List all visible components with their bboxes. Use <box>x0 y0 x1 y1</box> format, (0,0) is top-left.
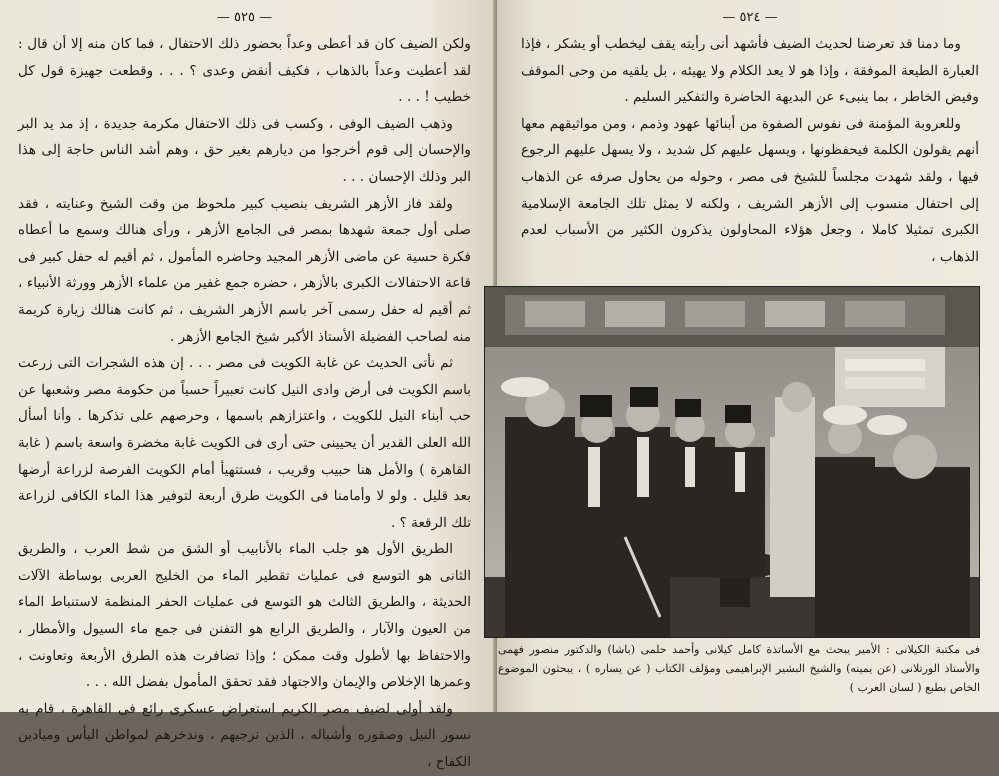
paragraph: ولكن الضيف كان قد أعطى وعداً بحضور ذلك الاحتفال ، فما كان منه إلا أن قال : لقد أعطيت وعداً بالذهاب ، فكيف أنقض وعدى ؟ . . . وقطعت جهيزة قول كل خطيب ! . . . <box>18 36 471 106</box>
paragraph: وذهب الضيف الوفى ، وكسب فى ذلك الاحتفال مكرمة جديدة ، إذ مد يد البر والإحسان إلى قوم أخرجوا من ديارهم بغير حق ، وهم أشد الناس حاجة إلى هذا البر وذلك الإحسان . . . <box>18 115 471 185</box>
photo-caption: فى مكتبة الكيلانى : الأمير يبحث مع الأساتذة كامل كيلانى وأحمد حلمى (باشا) والدكتور منصور فهمى والأستاذ الورتلانى (عن يمينه) والشيخ البشير الإبراهيمى ومؤلف الكتاب ( عن يساره ) ، يبحثون الموضوع الخاص بطبع ( لسان العرب ) <box>498 643 980 694</box>
paragraph: وللعروبة المؤمنة فى نفوس الصفوة من أبنائها عهود وذمم ، ومن مواثيقهم معها أنهم يقولون الكلمة فيحفظونها ، ويسهل عليهم كل شديد ، ولا يسهل عليهم الرجوع فيها ، ولقد شهدت مجلساً للشيخ فى مصر ، وحوله من يحاول صرفه عن الذهاب إلى احتفال منسوب إلى الأزهر الشريف ، ولكنه لا يمثل تلك الجامعة الإسلامية الكبرى تمثيلا كاملا ، وجعل هؤلاء المحاولون يذكرون الكثير من الأسباب لعدم الذهاب ، <box>521 115 979 265</box>
paragraph: الطريق الأول هو جلب الماء بالأنابيب أو الشق من شط العرب ، والطريق الثانى هو التوسع فى عمليات تقطير الماء من الخليج العربى بوساطة الآلات الحديثة ، والطريق الثالث هو التوسع فى عمليات الحفر المنظمة لاستنباط الماء من العيون والآبار ، والطريق الرابع هو التفنن فى جمع ماء السيول والأمطار ، والاحتفاظ بها لأطول وقت ممكن ؛ وإذا تضافرت هذه الطرق الأربعة وتعاونت ، وعمرها الإخلاص والإيمان والاجتهاد فقد تحقق المأمول بفضل الله . . . <box>18 541 471 691</box>
photo-illustration <box>485 287 979 637</box>
left-page-text <box>18 31 471 776</box>
page-number: — ٥٢٤ — <box>722 10 778 25</box>
group-photograph <box>484 286 980 638</box>
paragraph: ولقد أولى لضيف مصر الكريم استعراض عسكرى رائع فى القاهرة ، قام به نسور النيل وصقوره وأشباله ، الذين نرجيهم ، وندخرهم لمواطن البأس وميادين الكفاح ، <box>18 700 471 771</box>
paragraph: وما دمنا قد تعرضنا لحديث الضيف فأشهد أنى رأيته يقف ليخطب أو يشكر ، فإذا العبارة الطيعة الموفقة ، وإذا هو لا يعد الكلام ولا يهيئه ، بل يلقيه من وحى الموقف وفيض الخاطر ، بما ينبىء عن البديهة الحاضرة والتفكير السليم . <box>521 36 979 106</box>
paragraph: ثم نأتى الحديث عن غابة الكويت فى مصر . . . إن هذه الشجرات التى زرعت باسم الكويت فى أرض وادى النيل كانت تعبيراً حسياً من حكومة مصر وشعبها عن حب أبناء النيل للكويت ، واعتزازهم باسمها ، وحرصهم على تذكرها . وأنا أسأل الله العلى القدير أن يحيينى حتى أرى فى الكويت غابة مخضرة واسعة باسم ( غابة القاهرة ) والأمل هنا حبيب وقريب ، فستتهيأ أمام الكويت الفرصة لزراعة أرضها بعد قليل . ولو لا وأمامنا فى الكويت طرق أربعة لتوفير هذا الماء الكافى لزراعة تلك الرقعة ؟ . <box>18 355 471 531</box>
paragraph: ولقد فاز الأزهر الشريف بنصيب كبير ملحوظ من وقت الشيخ وعنايته ، فقد صلى أول جمعة شهدها بمصر فى الجامع الأزهر ، ورأى هنالك وسمع ما أعطاه فكرة حسية عن ماضى الأزهر المجيد وحاضره المأمول ، ثم أقيم له حفل كبير فى قاعة الاحتفالات الكبرى بالأزهر ، حضره جمع غفير من علماء الأزهر وورثة الأنبياء ، ثم أقيم له حفل رسمى آخر باسم الأزهر الشريف ، ثم كانت هنالك زيارة كريمة منه لصاحب الفضيلة الأستاذ الأكبر شيخ الجامع الأزهر . <box>18 195 471 345</box>
left-page <box>0 0 497 771</box>
page-number: — ٥٢٥ — <box>216 10 273 25</box>
right-page-text <box>521 31 979 270</box>
